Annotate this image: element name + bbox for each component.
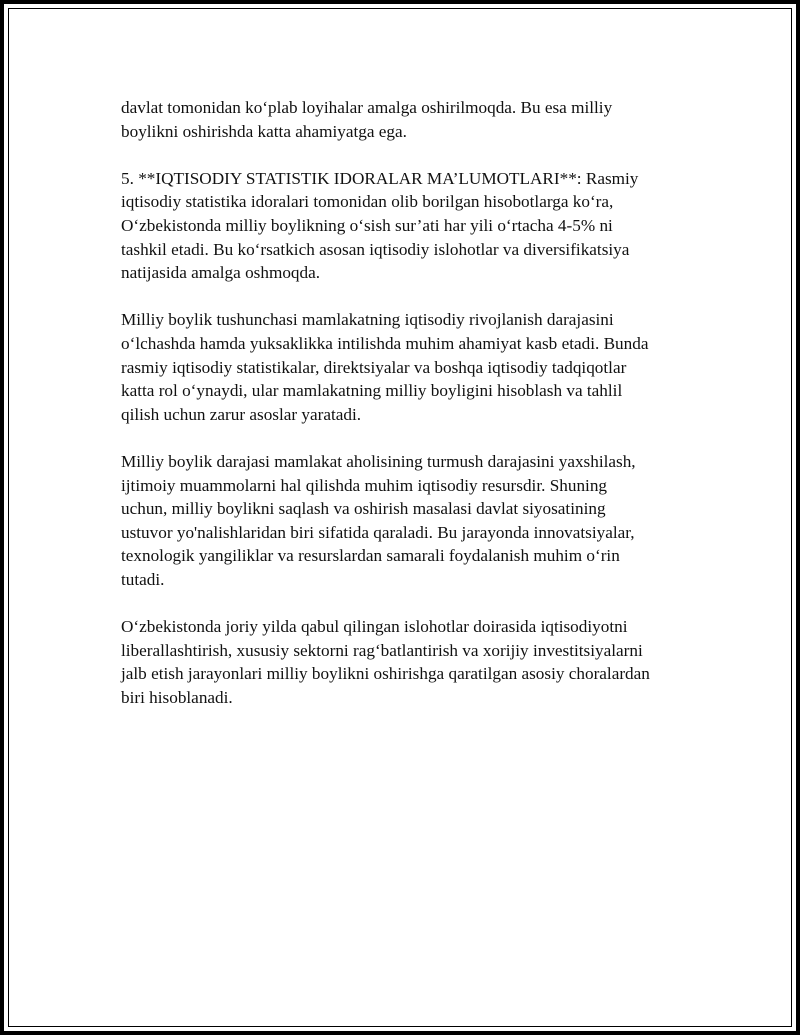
text-line: ustuvor yo'nalishlaridan biri sifatida qaraladi. Bu jarayonda innovatsiyalar, [121, 522, 635, 542]
text-line: 5. **IQTISODIY STATISTIK IDORALAR MA’LUMOTLARI**: Rasmiy [121, 168, 639, 188]
text-line: jalb etish jarayonlari milliy boylikni oshirishga qaratilgan asosiy choralardan [121, 664, 650, 684]
text-line: tashkil etadi. Bu ko‘rsatkich asosan iqtisodiy islohotlar va diversifikatsiya [121, 239, 630, 259]
text-line: katta rol o‘ynaydi, ular mamlakatning milliy boyligini hisoblash va tahlil [121, 381, 623, 401]
text-line: qilish uchun zarur asoslar yaratadi. [121, 404, 362, 424]
paragraph-5 [121, 615, 701, 709]
text-line: tutadi. [121, 569, 165, 589]
text-line: ijtimoiy muammolarni hal qilishda muhim iqtisodiy resursdir. Shuning [121, 475, 608, 495]
paragraph-4 [121, 450, 701, 592]
text-line: biri hisoblanadi. [121, 687, 233, 707]
text-line: rasmiy iqtisodiy statistikalar, direktsiyalar va boshqa iqtisodiy tadqiqotlar [121, 357, 627, 377]
text-line: uchun, milliy boylikni saqlash va oshirish masalasi davlat siyosatining [121, 499, 606, 519]
text-line: liberallashtirish, xususiy sektorni rag‘batlantirish va xorijiy investitsiyalarni [121, 640, 643, 660]
text-line: iqtisodiy statistika idoralari tomonidan olib borilgan hisobotlarga ko‘ra, [121, 192, 614, 212]
text-line: O‘zbekistonda milliy boylikning o‘sish sur’ati har yili o‘rtacha 4-5% ni [121, 215, 613, 235]
text-line: Milliy boylik darajasi mamlakat aholisining turmush darajasini yaxshilash, [121, 451, 636, 471]
paragraph-3 [121, 308, 701, 426]
document-body [121, 96, 701, 733]
paragraph-2 [121, 167, 701, 285]
text-line: O‘zbekistonda joriy yilda qabul qilingan islohotlar doirasida iqtisodiyotni [121, 617, 628, 637]
text-line: boylikni oshirishda katta ahamiyatga ega. [121, 121, 407, 141]
text-line: Milliy boylik tushunchasi mamlakatning iqtisodiy rivojlanish darajasini [121, 310, 614, 330]
text-line: davlat tomonidan ko‘plab loyihalar amalga oshirilmoqda. Bu esa milliy [121, 98, 613, 117]
paragraph-1 [121, 96, 701, 143]
text-line: texnologik yangiliklar va resurslardan samarali foydalanish muhim o‘rin [121, 546, 620, 566]
text-line: natijasida amalga oshmoqda. [121, 263, 321, 283]
text-line: o‘lchashda hamda yuksaklikka intilishda muhim ahamiyat kasb etadi. Bunda [121, 333, 649, 353]
